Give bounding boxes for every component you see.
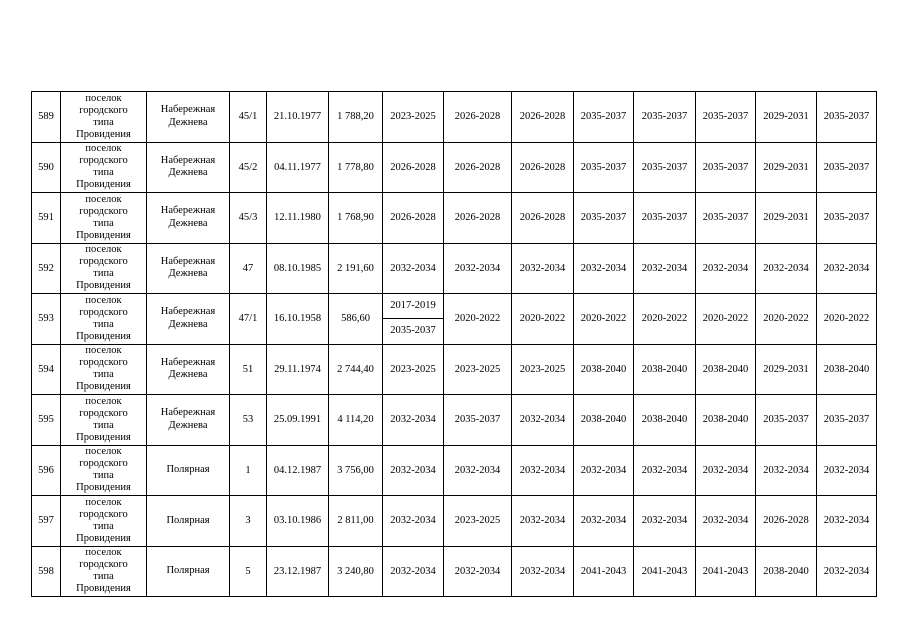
locality-line: Провидения xyxy=(76,431,131,443)
repair-period-cell: 2032-2034 xyxy=(817,496,877,547)
street-cell xyxy=(147,142,230,193)
area-cell: 2 744,40 xyxy=(329,344,383,395)
repair-period-cell: 2032-2034 xyxy=(444,445,512,496)
house-number-cell: 45/1 xyxy=(230,92,267,143)
repair-period-cell: 2032-2034 xyxy=(756,445,817,496)
table-row xyxy=(32,395,877,446)
repair-period-cell: 2032-2034 xyxy=(696,445,756,496)
locality-line: поселок xyxy=(85,345,122,357)
repair-period-cell: 2020-2022 xyxy=(512,294,574,345)
commission-date-cell: 03.10.1986 xyxy=(267,496,329,547)
repair-period-cell: 2026-2028 xyxy=(444,92,512,143)
locality-line: городского xyxy=(79,306,128,318)
street-cell xyxy=(147,92,230,143)
locality-line: Провидения xyxy=(76,532,131,544)
locality-line: Провидения xyxy=(76,229,131,241)
locality-line: поселок xyxy=(85,92,122,104)
locality-line: городского xyxy=(79,205,128,217)
row-number-cell: 591 xyxy=(32,193,61,244)
row-number-cell: 595 xyxy=(32,395,61,446)
house-number-cell: 45/3 xyxy=(230,193,267,244)
repair-period-cell: 2029-2031 xyxy=(756,92,817,143)
repair-period-cell: 2041-2043 xyxy=(634,546,696,597)
locality-line: городского xyxy=(79,357,128,369)
street-cell xyxy=(147,193,230,244)
commission-date-cell: 16.10.1958 xyxy=(267,294,329,345)
locality-line: городского xyxy=(79,458,128,470)
area-cell: 1 788,20 xyxy=(329,92,383,143)
repair-period-cell: 2032-2034 xyxy=(696,243,756,294)
area-cell: 3 240,80 xyxy=(329,546,383,597)
repair-period-cell: 2035-2037 xyxy=(634,193,696,244)
period-split-top: 2017-2019 xyxy=(383,294,443,319)
repair-period-cell: 2032-2034 xyxy=(634,496,696,547)
repair-period-cell: 2026-2028 xyxy=(512,142,574,193)
street-line: Набережная xyxy=(160,104,216,116)
repair-period-cell: 2026-2028 xyxy=(512,92,574,143)
locality-line: типа xyxy=(93,116,114,128)
locality-line: типа xyxy=(93,167,114,179)
repair-period-cell: 2032-2034 xyxy=(817,445,877,496)
house-number-cell: 47 xyxy=(230,243,267,294)
commission-date-cell: 08.10.1985 xyxy=(267,243,329,294)
repair-period-cell: 2020-2022 xyxy=(756,294,817,345)
repair-period-cell: 2020-2022 xyxy=(574,294,634,345)
row-number-cell: 597 xyxy=(32,496,61,547)
repair-period-cell: 2023-2025 xyxy=(444,496,512,547)
repair-period-cell: 2038-2040 xyxy=(634,344,696,395)
locality-line: типа xyxy=(93,268,114,280)
locality-line: типа xyxy=(93,571,114,583)
repair-period-cell: 2035-2037 xyxy=(634,142,696,193)
street-line: Дежнева xyxy=(168,167,208,179)
locality-line: городского xyxy=(79,256,128,268)
commission-date-cell: 04.12.1987 xyxy=(267,445,329,496)
repair-period-cell: 2032-2034 xyxy=(383,445,444,496)
house-number-cell: 53 xyxy=(230,395,267,446)
repair-period-cell: 2020-2022 xyxy=(444,294,512,345)
locality-line: поселок xyxy=(85,547,122,559)
locality-line: типа xyxy=(93,217,114,229)
locality-cell xyxy=(61,243,147,294)
row-number-cell: 589 xyxy=(32,92,61,143)
repair-period-cell: 2038-2040 xyxy=(574,344,634,395)
locality-cell xyxy=(61,395,147,446)
repair-period-cell: 2026-2028 xyxy=(383,193,444,244)
street-line: Полярная xyxy=(166,464,210,475)
street-line: Дежнева xyxy=(168,116,208,128)
row-number-cell: 598 xyxy=(32,546,61,597)
locality-line: городского xyxy=(79,508,128,520)
house-number-cell: 47/1 xyxy=(230,294,267,345)
locality-line: Провидения xyxy=(76,583,131,595)
house-number-cell: 45/2 xyxy=(230,142,267,193)
repair-period-cell: 2038-2040 xyxy=(756,546,817,597)
commission-date-cell: 04.11.1977 xyxy=(267,142,329,193)
table-body xyxy=(32,92,877,597)
repair-period-cell: 2032-2034 xyxy=(512,496,574,547)
repair-period-cell: 2032-2034 xyxy=(756,243,817,294)
repair-period-cell: 2035-2037 xyxy=(817,142,877,193)
repair-period-cell: 2035-2037 xyxy=(817,92,877,143)
locality-cell xyxy=(61,193,147,244)
repair-period-cell: 2032-2034 xyxy=(444,243,512,294)
locality-line: Провидения xyxy=(76,381,131,393)
period-split-bottom: 2035-2037 xyxy=(390,325,436,337)
repair-period-cell: 2026-2028 xyxy=(383,142,444,193)
repair-period-cell: 2023-2025 xyxy=(512,344,574,395)
repair-period-cell: 2023-2025 xyxy=(383,344,444,395)
repair-period-cell: 2029-2031 xyxy=(756,344,817,395)
repair-period-cell: 2038-2040 xyxy=(696,395,756,446)
repair-period-cell: 2035-2037 xyxy=(574,193,634,244)
repair-period-cell: 2032-2034 xyxy=(383,546,444,597)
repair-period-cell: 2032-2034 xyxy=(383,496,444,547)
house-number-cell: 5 xyxy=(230,546,267,597)
repair-period-cell: 2032-2034 xyxy=(817,243,877,294)
repair-period-cell: 2026-2028 xyxy=(444,142,512,193)
house-number-cell: 3 xyxy=(230,496,267,547)
locality-line: городского xyxy=(79,559,128,571)
repair-period-cell: 2020-2022 xyxy=(696,294,756,345)
street-line: Набережная xyxy=(160,356,216,368)
street-line: Полярная xyxy=(166,565,210,576)
repair-period-cell: 2020-2022 xyxy=(634,294,696,345)
locality-line: поселок xyxy=(85,446,122,458)
repair-period-cell: 2032-2034 xyxy=(383,243,444,294)
table-row xyxy=(32,344,877,395)
repair-period-cell: 2035-2037 xyxy=(444,395,512,446)
locality-line: Провидения xyxy=(76,128,131,140)
repair-period-cell: 2032-2034 xyxy=(444,546,512,597)
area-cell: 2 811,00 xyxy=(329,496,383,547)
repair-period-cell: 2035-2037 xyxy=(696,92,756,143)
repair-period-cell: 2032-2034 xyxy=(383,395,444,446)
locality-cell xyxy=(61,344,147,395)
locality-cell xyxy=(61,546,147,597)
street-line: Дежнева xyxy=(168,268,208,280)
table-row xyxy=(32,92,877,143)
locality-line: поселок xyxy=(85,193,122,205)
repair-period-cell: 2035-2037 xyxy=(696,193,756,244)
street-cell xyxy=(147,496,230,547)
repair-period-cell: 2035-2037 xyxy=(817,193,877,244)
street-line: Дежнева xyxy=(168,419,208,431)
locality-line: типа xyxy=(93,369,114,381)
locality-line: поселок xyxy=(85,143,122,155)
street-line: Дежнева xyxy=(168,318,208,330)
area-cell: 1 778,80 xyxy=(329,142,383,193)
repair-period-cell: 2029-2031 xyxy=(756,142,817,193)
area-cell: 1 768,90 xyxy=(329,193,383,244)
street-cell xyxy=(147,546,230,597)
locality-line: городского xyxy=(79,155,128,167)
locality-line: типа xyxy=(93,470,114,482)
repair-period-cell: 2026-2028 xyxy=(756,496,817,547)
street-cell xyxy=(147,344,230,395)
locality-line: поселок xyxy=(85,244,122,256)
area-cell: 4 114,20 xyxy=(329,395,383,446)
table-row xyxy=(32,496,877,547)
repair-period-cell: 2032-2034 xyxy=(574,445,634,496)
row-number-cell: 592 xyxy=(32,243,61,294)
street-cell xyxy=(147,243,230,294)
street-line: Дежнева xyxy=(168,217,208,229)
table-row xyxy=(32,294,877,345)
repair-period-cell: 2038-2040 xyxy=(574,395,634,446)
repair-period-cell: 2035-2037 xyxy=(574,92,634,143)
street-cell xyxy=(147,294,230,345)
street-line: Набережная xyxy=(160,154,216,166)
period-split-cell xyxy=(383,294,444,345)
repair-period-cell: 2032-2034 xyxy=(634,243,696,294)
repair-period-cell: 2029-2031 xyxy=(756,193,817,244)
house-number-cell: 1 xyxy=(230,445,267,496)
repair-period-cell: 2041-2043 xyxy=(696,546,756,597)
street-line: Полярная xyxy=(166,514,210,526)
street-line: Дежнева xyxy=(168,369,208,381)
locality-cell xyxy=(61,294,147,345)
repair-period-cell: 2023-2025 xyxy=(383,92,444,143)
commission-date-cell: 29.11.1974 xyxy=(267,344,329,395)
repair-period-cell: 2035-2037 xyxy=(634,92,696,143)
repair-period-cell: 2038-2040 xyxy=(817,344,877,395)
house-number-cell: 51 xyxy=(230,344,267,395)
row-number-cell: 590 xyxy=(32,142,61,193)
repair-period-cell: 2032-2034 xyxy=(512,395,574,446)
locality-line: типа xyxy=(93,520,114,532)
repair-period-cell: 2032-2034 xyxy=(696,496,756,547)
locality-line: Провидения xyxy=(76,482,131,494)
repair-period-cell: 2023-2025 xyxy=(444,344,512,395)
row-number-cell: 596 xyxy=(32,445,61,496)
locality-cell xyxy=(61,92,147,143)
repair-period-cell: 2032-2034 xyxy=(817,546,877,597)
area-cell: 586,60 xyxy=(329,294,383,345)
table-row xyxy=(32,546,877,597)
row-number-cell: 593 xyxy=(32,294,61,345)
commission-date-cell: 12.11.1980 xyxy=(267,193,329,244)
street-line: Набережная xyxy=(160,255,216,267)
street-line: Набережная xyxy=(160,306,216,318)
repair-period-cell: 2032-2034 xyxy=(574,243,634,294)
repair-period-cell: 2035-2037 xyxy=(574,142,634,193)
locality-line: поселок xyxy=(85,294,122,306)
street-cell xyxy=(147,445,230,496)
locality-cell xyxy=(61,496,147,547)
table-row xyxy=(32,193,877,244)
repair-period-cell: 2032-2034 xyxy=(634,445,696,496)
locality-line: поселок xyxy=(85,395,122,407)
repair-period-cell: 2035-2037 xyxy=(696,142,756,193)
repair-period-cell: 2020-2022 xyxy=(817,294,877,345)
row-number-cell: 594 xyxy=(32,344,61,395)
table-row xyxy=(32,243,877,294)
repair-period-cell: 2035-2037 xyxy=(756,395,817,446)
repair-period-cell: 2032-2034 xyxy=(512,546,574,597)
area-cell: 2 191,60 xyxy=(329,243,383,294)
locality-cell xyxy=(61,142,147,193)
locality-line: Провидения xyxy=(76,330,131,342)
locality-line: поселок xyxy=(85,496,122,508)
repair-period-cell: 2041-2043 xyxy=(574,546,634,597)
repair-period-cell: 2038-2040 xyxy=(634,395,696,446)
street-line: Набережная xyxy=(160,205,216,217)
repair-period-cell: 2035-2037 xyxy=(817,395,877,446)
area-cell: 3 756,00 xyxy=(329,445,383,496)
repair-period-cell: 2032-2034 xyxy=(512,243,574,294)
locality-line: городского xyxy=(79,407,128,419)
repair-period-cell: 2026-2028 xyxy=(444,193,512,244)
table-row xyxy=(32,445,877,496)
locality-line: типа xyxy=(93,419,114,431)
commission-date-cell: 25.09.1991 xyxy=(267,395,329,446)
table-row xyxy=(32,142,877,193)
street-cell xyxy=(147,395,230,446)
repair-period-cell: 2032-2034 xyxy=(574,496,634,547)
repair-period-cell: 2032-2034 xyxy=(512,445,574,496)
commission-date-cell: 23.12.1987 xyxy=(267,546,329,597)
locality-line: типа xyxy=(93,318,114,330)
repair-period-cell: 2026-2028 xyxy=(512,193,574,244)
locality-cell xyxy=(61,445,147,496)
repair-period-cell: 2038-2040 xyxy=(696,344,756,395)
repair-schedule-table xyxy=(31,91,877,597)
locality-line: Провидения xyxy=(76,179,131,191)
street-line: Набережная xyxy=(160,407,216,419)
locality-line: Провидения xyxy=(76,280,131,292)
locality-line: городского xyxy=(79,104,128,116)
commission-date-cell: 21.10.1977 xyxy=(267,92,329,143)
